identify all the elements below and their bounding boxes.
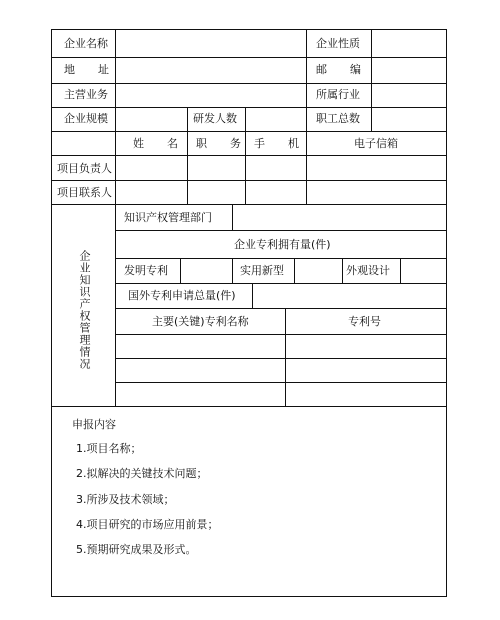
industry-field[interactable] [372,84,446,106]
postcode-label: 邮 编 [316,63,367,76]
patent-number-field[interactable] [286,359,446,381]
rd-staff-field[interactable] [246,108,305,130]
application-item: 2.拟解决的关键技术问题； [76,467,208,480]
industry-label: 所属行业 [316,88,360,101]
patent-name-field[interactable] [116,335,284,357]
project-lead-name-field[interactable] [116,156,186,179]
project-contact-label: 项目联系人 [57,186,112,199]
main-business-label: 主营业务 [64,88,108,101]
ip-section-label: 企业知识产权管理情况 [78,250,91,370]
project-contact-mobile-field[interactable] [246,181,305,203]
design-label: 外观设计 [346,264,390,277]
project-lead-label: 项目负责人 [57,162,112,175]
column-divider [232,258,233,283]
ip-dept-field[interactable] [233,205,446,229]
column-divider [342,258,343,283]
patent-name-field[interactable] [116,359,284,381]
address-label: 地 址 [64,63,115,76]
utility-count-field[interactable] [295,259,341,282]
application-item: 4.项目研究的市场应用前景； [76,518,219,531]
key-patent-name-header: 主要(关键)专利名称 [152,315,249,328]
patent-number-field[interactable] [286,383,446,405]
name-header: 姓 名 [133,137,184,150]
patent-name-field[interactable] [116,383,284,405]
company-name-field[interactable] [116,30,305,56]
column-divider [306,29,307,131]
email-header: 电子信箱 [354,137,398,150]
column-divider [187,107,188,131]
postcode-field[interactable] [372,58,446,82]
application-item: 5.预期研究成果及形式。 [76,543,197,556]
invention-label: 发明专利 [124,264,168,277]
utility-label: 实用新型 [240,264,284,277]
main-business-field[interactable] [116,84,305,106]
total-staff-label: 职工总数 [316,112,360,125]
company-scale-label: 企业规模 [64,112,108,125]
patent-holdings-label: 企业专利拥有量(件) [234,238,331,251]
application-item: 1.项目名称； [76,442,142,455]
row-divider [115,308,447,309]
patent-number-field[interactable] [286,335,446,357]
project-contact-position-field[interactable] [188,181,244,203]
project-lead-position-field[interactable] [188,156,244,179]
mobile-header: 手 机 [254,137,305,150]
row-divider [115,258,447,259]
total-staff-field[interactable] [372,108,446,130]
application-content-title: 申报内容 [72,418,116,431]
invention-count-field[interactable] [181,259,231,282]
ip-dept-label: 知识产权管理部门 [124,211,212,224]
position-header: 职 务 [196,137,247,150]
project-lead-mobile-field[interactable] [246,156,305,179]
foreign-patent-label: 国外专利申请总量(件) [128,289,236,302]
foreign-patent-field[interactable] [253,284,446,307]
rd-staff-label: 研发人数 [193,112,237,125]
application-item: 3.所涉及技术领域； [76,493,175,506]
project-contact-email-field[interactable] [307,181,446,203]
project-contact-name-field[interactable] [116,181,186,203]
company-type-label: 企业性质 [316,37,360,50]
company-scale-field[interactable] [116,108,186,130]
patent-number-header: 专利号 [348,315,381,328]
company-name-label: 企业名称 [64,37,108,50]
project-lead-email-field[interactable] [307,156,446,179]
row-divider [51,131,447,132]
company-type-field[interactable] [372,30,446,56]
row-divider [51,406,447,407]
design-count-field[interactable] [401,259,446,282]
address-field[interactable] [116,58,305,82]
row-divider [115,230,447,231]
